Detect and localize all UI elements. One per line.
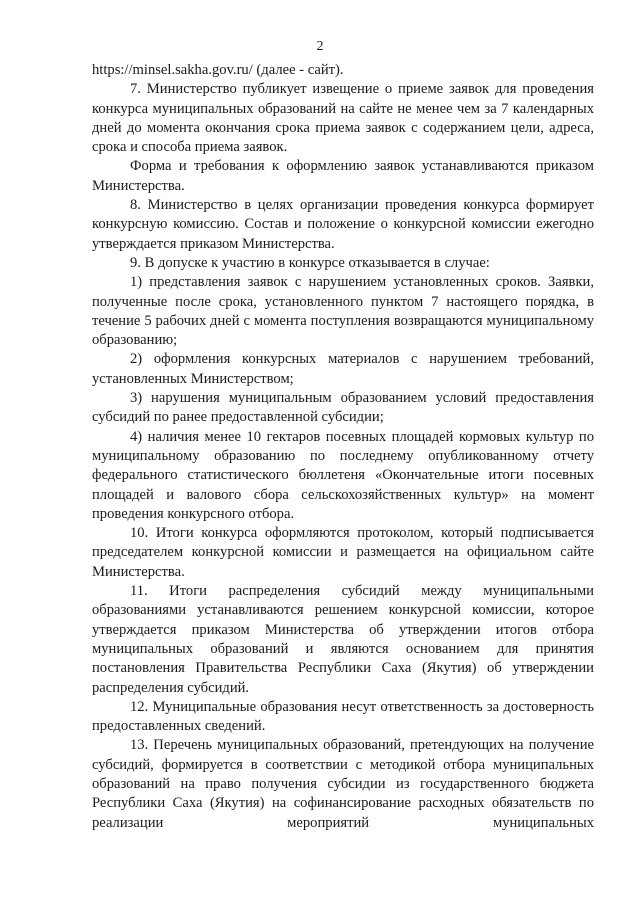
paragraph: 1) представления заявок с нарушением установленных сроков. Заявки, полученные после срока, установленного пунктом 7 настоящего порядка, в течение 5 рабочих дней с момента поступления возвращаются муниципальному образованию; — [92, 274, 594, 349]
paragraph: 7. Министерство публикует извещение о приеме заявок для проведения конкурса муниципальных образований на сайте не менее чем за 7 календарных дней до момента окончания срока приема заявок с содержанием цели, адреса, срока и способа приема заявок. — [92, 81, 594, 156]
paragraph: 13. Перечень муниципальных образований, претендующих на получение субсидий, формируется в соответствии с методикой отбора муниципальных образований на право получения субсидии из государственного бюджета Республики Саха (Якутия) на софинансирование расходных обязательств по реализации мероприятий муниципальных — [92, 737, 594, 831]
paragraph: 3) нарушения муниципальным образованием условий предоставления субсидий по ранее предоставленной субсидии; — [92, 390, 594, 426]
paragraph: https://minsel.sakha.gov.ru/ (далее - сайт). — [92, 62, 344, 78]
document-body — [92, 61, 594, 833]
paragraph: 4) наличия менее 10 гектаров посевных площадей кормовых культур по муниципальному образованию по последнему опубликованному отчету федерального статистического бюллетеня «Окончательные итоги посевных площадей и валового сбора сельскохозяйственных культур» на момент проведения конкурсного отбора. — [92, 428, 594, 522]
paragraph: 9. В допуске к участию в конкурсе отказывается в случае: — [130, 254, 490, 271]
page-number: 2 — [316, 39, 324, 54]
paragraph: 12. Муниципальные образования несут ответственность за достоверность предоставленных сведений. — [92, 698, 594, 735]
paragraph: 11. Итоги распределения субсидий между муниципальными образованиями устанавливаются решением конкурсной комиссии, которое утверждается приказом Министерства об утверждении итогов отбора муниципальных образований и являются основанием для принятия постановления Правительства Республики Саха (Якутия) об утверждении распределения субсидий. — [92, 583, 594, 696]
paragraph: 8. Министерство в целях организации проведения конкурса формирует конкурсную комиссию. Состав и положение о конкурсной комиссии ежегодно утверждается приказом Министерства. — [92, 197, 594, 252]
paragraph: 2) оформления конкурсных материалов с нарушением требований, установленных Министерством; — [92, 351, 594, 387]
paragraph: Форма и требования к оформлению заявок устанавливаются приказом Министерства. — [92, 158, 594, 194]
paragraph: 10. Итоги конкурса оформляются протоколом, который подписывается председателем конкурсной комиссии и размещается на официальном сайте Министерства. — [92, 525, 594, 580]
